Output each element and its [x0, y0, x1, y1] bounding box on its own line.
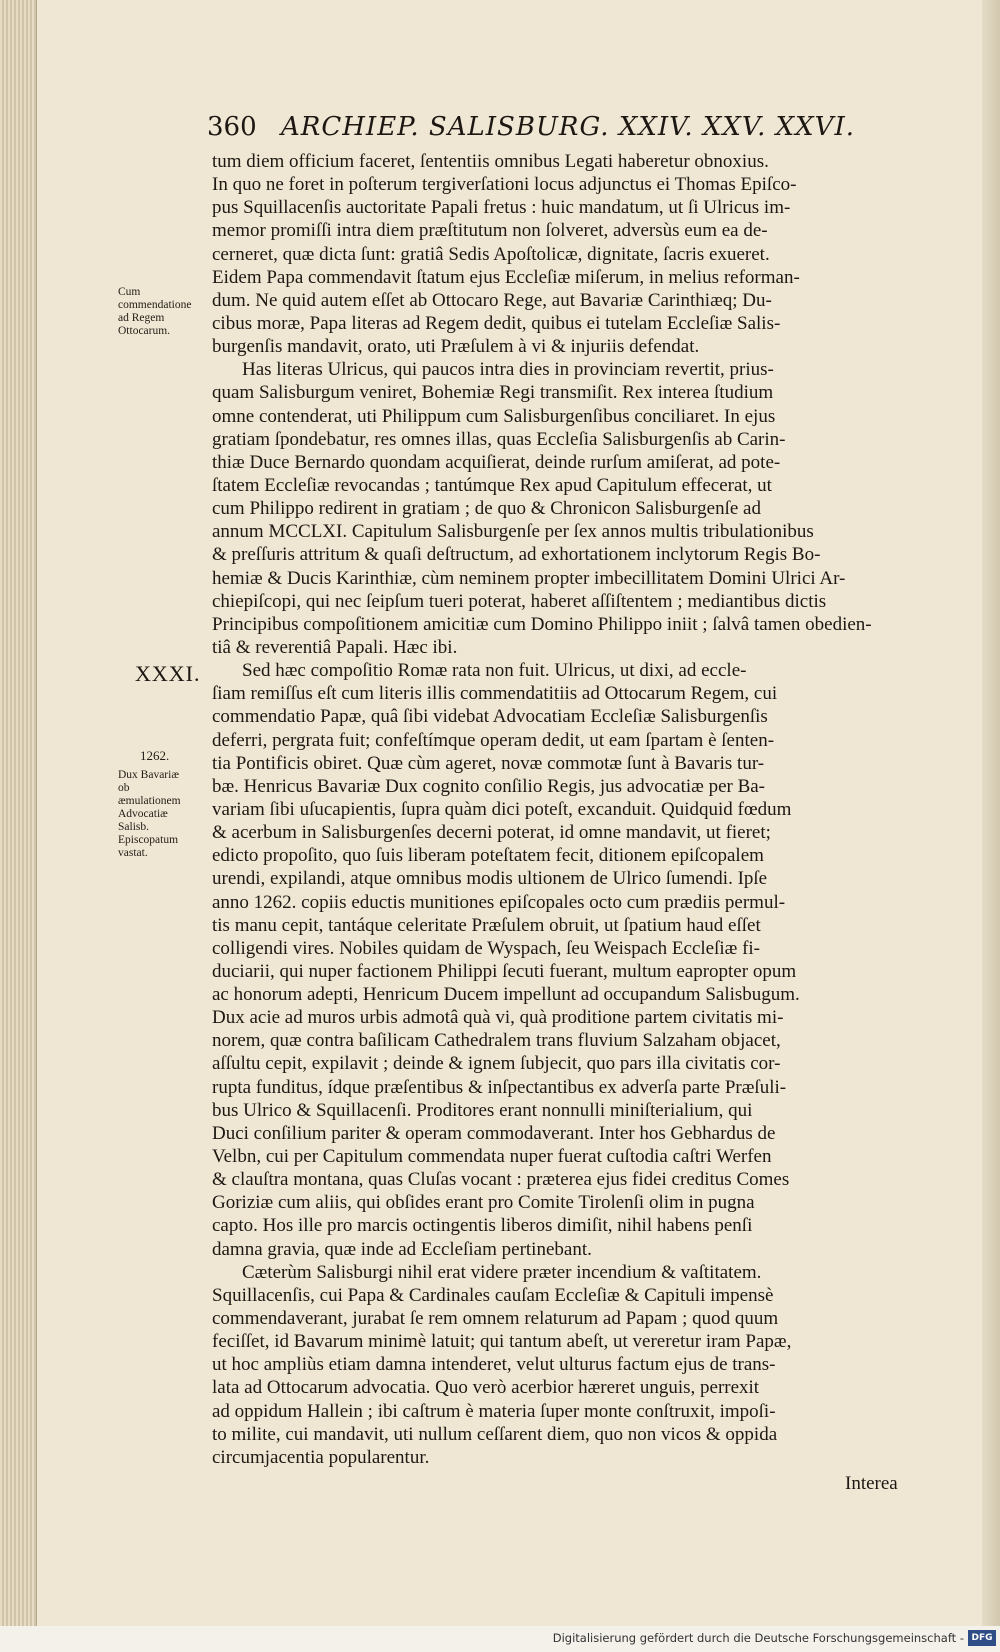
body-line: gratiam ſpondebatur, res omnes illas, quas Eccleſia Salisburgenſis ab Carin-: [212, 428, 786, 450]
body-line: In quo ne foret in poſterum tergiverſationi locus adjunctus ei Thomas Epiſco-: [212, 174, 797, 196]
body-line: ad oppidum Hallein ; ibi caſtrum è materia ſuper monte conſtruxit, impoſi-: [212, 1400, 776, 1422]
body-line: anno 1262. copiis eductis munitiones epiſcopales octo cum prædiis permul-: [212, 891, 786, 913]
page-header: [207, 112, 907, 146]
body-line: edicto propoſito, quo ſuis liberam poteſtatem fecit, ditionem epiſcopalem: [212, 845, 764, 867]
body-line: cum Philippo redirent in gratiam ; de quo & Chronicon Salisburgenſe ad: [212, 498, 761, 520]
body-line: ſtatem Eccleſiæ revocandas ; tantúmque Rex apud Capitulum effecerat, ut: [212, 474, 772, 496]
body-line: thiæ Duce Bernardo quondam acquiſierat, deinde rurſum amiſerat, ad pote-: [212, 451, 781, 473]
body-line: colligendi vires. Nobiles quidam de Wyspach, ſeu Weispach Eccleſiæ fi-: [212, 937, 761, 959]
body-line: norem, quæ contra baſilicam Cathedralem trans fluvium Salzaham objacet,: [212, 1030, 781, 1052]
catchword: Interea: [845, 1473, 898, 1494]
margin-note-bavaria: Dux Bavariæ ob æmulationem Advocatiæ Salisb. Episcopatum vastat.: [118, 769, 181, 859]
body-line: circumjacentia popularentur.: [212, 1446, 430, 1468]
body-line: feciſſet, id Bavarum minimè latuit; qui tantum abeſt, ut vereretur iram Papæ,: [212, 1331, 792, 1353]
body-line: Sed hæc compoſitio Romæ rata non fuit. Ulricus, ut dixi, ad eccle-: [242, 660, 747, 682]
body-line: tia Pontificis obiret. Quæ cùm ageret, novæ commotæ ſunt à Bavaris tur-: [212, 752, 765, 774]
body-line: omne contenderat, uti Philippum cum Salisburgenſibus conciliaret. In ejus: [212, 405, 776, 427]
body-line: cibus moræ, Papa literas ad Regem dedit, quibus ei tutelam Eccleſiæ Salis-: [212, 312, 781, 334]
page-edges: [0, 0, 37, 1652]
body-line: quam Salisburgum veniret, Bohemiæ Regi transmiſit. Rex interea ſtudium: [212, 382, 774, 404]
body-line: burgenſis mandavit, orato, uti Præſulem à vi & injuriis defendat.: [212, 336, 700, 358]
body-line: Velbn, cui per Capitulum commendata nuper fuerat cuſtodia caſtri Werfen: [212, 1146, 772, 1168]
body-line: ſiam remiſſus eſt cum literis illis commendatitiis ad Ottocarum Regem, cui: [212, 683, 778, 705]
body-line: variam ſibi uſucapientis, ſupra quàm dici poteſt, excanduit. Quidquid fœdum: [212, 798, 792, 820]
body-line: bæ. Henricus Bavariæ Dux cognito conſilio Regis, jus advocatiæ per Ba-: [212, 775, 766, 797]
page-right-edge: [982, 0, 1000, 1652]
body-line: capto. Hos ille pro marcis octingentis liberos dimiſit, nihil habens penſi: [212, 1215, 753, 1237]
body-line: ut hoc ampliùs etiam damna intenderet, velut ulturus factum ejus de trans-: [212, 1354, 776, 1376]
body-line: Dux acie ad muros urbis admotâ quà vi, quà proditione partem civitatis mi-: [212, 1007, 784, 1029]
body-line: & clauſtra montana, quas Cluſas vocant : præterea ejus fidei creditus Comes: [212, 1169, 790, 1191]
body-line: aſſultu cepit, expilavit ; deinde & ignem ſubjecit, quo pars illa civitatis cor-: [212, 1053, 781, 1075]
body-line: ac honorum adepti, Henricum Ducem impellunt ad occupandum Salisbugum.: [212, 984, 800, 1006]
body-line: hemiæ & Ducis Karinthiæ, cùm neminem propter imbecillitatem Domini Ulrici Ar-: [212, 567, 846, 589]
body-line: pus Squillacenſis auctoritate Papali fretus : huic mandatum, ut ſi Ulricus im-: [212, 197, 791, 219]
body-line: tiâ & reverentiâ Papali. Hæc ibi.: [212, 636, 458, 658]
body-line: Eidem Papa commendavit ſtatum ejus Eccleſiæ miſerum, in melius reforman-: [212, 266, 800, 288]
body-line: Squillacenſis, cui Papa & Cardinales cauſam Eccleſiæ & Capituli impensè: [212, 1284, 774, 1306]
footer-bar: [0, 1626, 1000, 1652]
body-text: [212, 150, 907, 1469]
body-line: memor promiſſi intra diem præſtitutum non ſolveret, adversùs eum ea de-: [212, 220, 768, 242]
body-line: damna gravia, quæ inde ad Eccleſiam pertinebant.: [212, 1238, 592, 1260]
body-line: dum. Ne quid autem eſſet ab Ottocaro Rege, aut Bavariæ Carinthiæq; Du-: [212, 289, 772, 311]
body-line: annum MCCLXI. Capitulum Salisburgenſe per ſex annos multis tribulationibus: [212, 521, 814, 543]
margin-note-commendation: Cum commendatione ad Regem Ottocarum.: [118, 286, 192, 337]
body-line: Principibus compoſitionem amicitiæ cum Domino Philippo iniit ; ſalvâ tamen obedien-: [212, 613, 872, 635]
running-head: ARCHIEP. SALISBURG. XXIV. XXV. XXVI.: [281, 112, 855, 142]
body-line: rupta funditus, ídque præſentibus & inſpectantibus ex adverſa parte Præſuli-: [212, 1076, 787, 1098]
body-line: urendi, expilandi, atque omnibus modis ultionem de Ulrico ſumendi. Ipſe: [212, 868, 768, 890]
footer-funding-text: Digitalisierung gefördert durch die Deutsche Forschungsgemeinschaft -: [552, 1631, 964, 1645]
body-line: Has literas Ulricus, qui paucos intra dies in provinciam revertit, prius-: [242, 359, 774, 381]
body-line: to milite, cui mandavit, uti nullum ceſſarent diem, quo non vicos & oppida: [212, 1423, 778, 1445]
margin-note-year: 1262.: [140, 748, 170, 763]
body-line: tis manu cepit, tantáque celeritate Præſulem obruit, ut ſpatium haud eſſet: [212, 914, 761, 936]
dfg-logo: DFG: [968, 1630, 996, 1646]
page-number: 360: [207, 112, 257, 142]
body-line: chiepiſcopi, qui nec ſeipſum tueri poterat, haberet aſſiſtentem ; mediantibus dictis: [212, 590, 827, 612]
body-line: commendatio Papæ, quâ ſibi videbat Advocatiam Eccleſiæ Salisburgenſis: [212, 706, 768, 728]
body-line: & acerbum in Salisburgenſes decerni poterat, id omne mandavit, ut fieret;: [212, 822, 771, 844]
body-line: tum diem officium faceret, ſententiis omnibus Legati haberetur obnoxius.: [212, 151, 769, 172]
body-line: & preſſuris attritum & quaſi deſtructum, ad exhortationem inclytorum Regis Bo-: [212, 544, 821, 566]
section-number: XXXI.: [135, 661, 201, 686]
body-line: deferri, pergrata fuit; confeſtímque operam dedit, ut eam ſpartam è ſenten-: [212, 729, 775, 751]
body-line: cerneret, quæ dicta ſunt: gratiâ Sedis Apoſtolicæ, dignitate, ſacris exueret.: [212, 243, 770, 265]
body-line: Goriziæ cum aliis, qui obſides erant pro Comite Tirolenſi olim in pugna: [212, 1192, 755, 1214]
body-line: commendaverant, jurabat ſe rem omnem relaturum ad Papam ; quod quum: [212, 1308, 779, 1330]
body-line: Cæterùm Salisburgi nihil erat videre præter incendium & vaſtitatem.: [242, 1261, 762, 1283]
body-line: duciarii, qui nuper factionem Philippi ſecuti fuerant, multum eapropter opum: [212, 960, 797, 982]
body-line: bus Ulrico & Squillacenſi. Proditores erant nonnulli miniſterialium, qui: [212, 1099, 753, 1121]
body-line: lata ad Ottocarum advocatia. Quo verò acerbior hæreret unguis, perrexit: [212, 1377, 760, 1399]
body-line: Duci conſilium pariter & operam commodaverant. Inter hos Gebhardus de: [212, 1122, 776, 1144]
